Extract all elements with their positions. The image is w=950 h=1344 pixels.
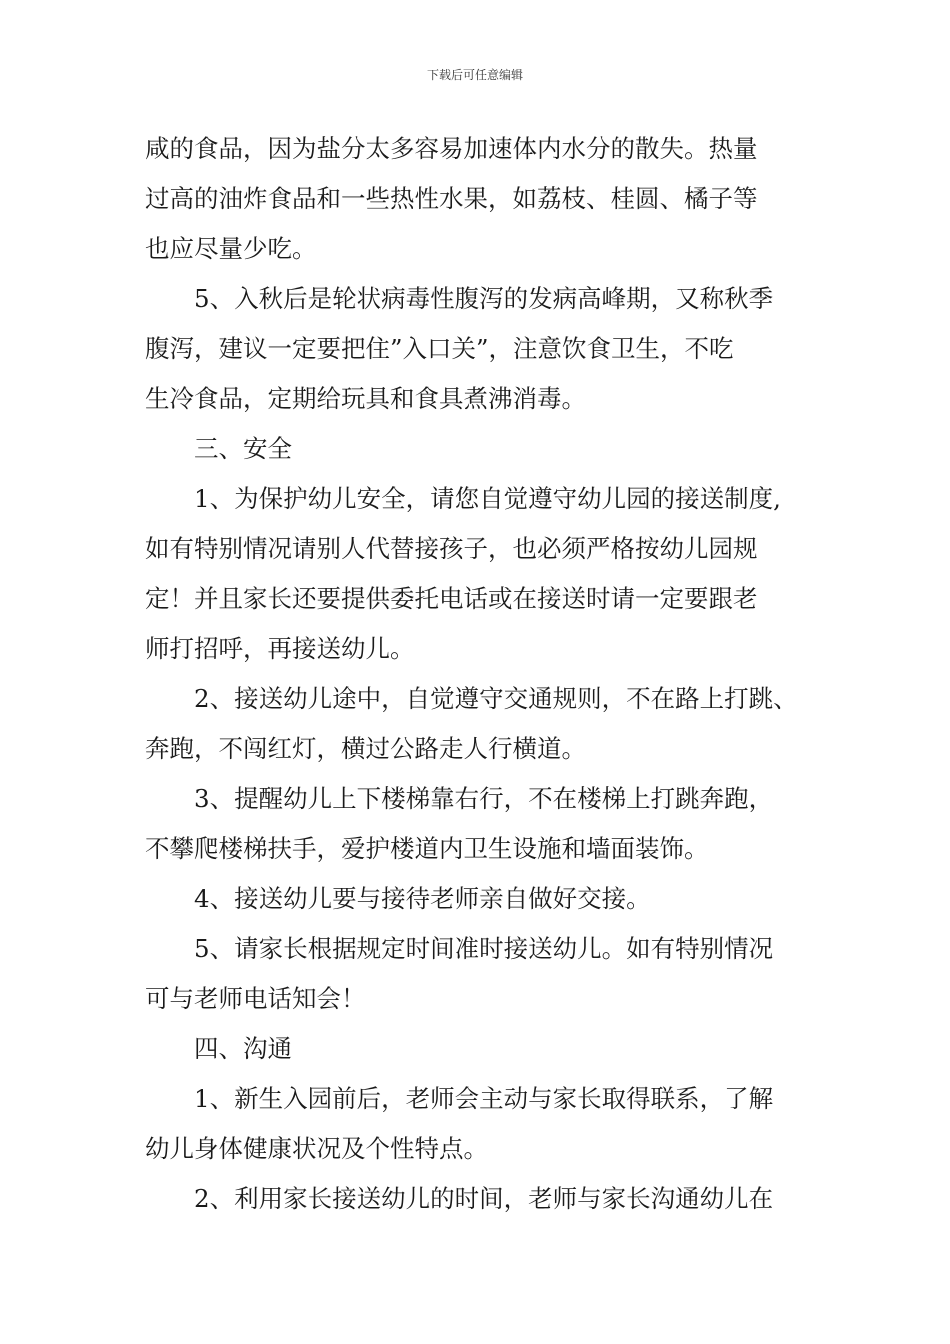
text-line: 腹泻，建议一定要把住”入口关”，注意饮食卫生，不吃: [145, 334, 734, 363]
text-line: 3、提醒幼儿上下楼梯靠右行，不在楼梯上打跳奔跑，: [194, 784, 774, 813]
text-line: 咸的食品，因为盐分太多容易加速体内水分的散失。热量: [145, 134, 758, 163]
text-line: 可与老师电话知会！: [145, 984, 366, 1013]
text-line: 师打招呼，再接送幼儿。: [145, 634, 415, 663]
text-line: 过高的油炸食品和一些热性水果，如荔枝、桂圆、橘子等: [145, 184, 758, 213]
text-line: 2、利用家长接送幼儿的时间，老师与家长沟通幼儿在: [194, 1184, 774, 1213]
text-line: 4、接送幼儿要与接待老师亲自做好交接。: [194, 884, 651, 913]
text-line: 不攀爬楼梯扶手，爱护楼道内卫生设施和墙面装饰。: [145, 834, 709, 863]
page-header-note: 下载后可任意编辑: [426, 68, 523, 82]
text-line: 生冷食品，定期给玩具和食具煮沸消毒。: [145, 384, 586, 413]
text-line: 1、新生入园前后，老师会主动与家长取得联系，了解: [194, 1084, 774, 1113]
text-line: 5、请家长根据规定时间准时接送幼儿。如有特别情况: [194, 934, 774, 963]
text-line: 也应尽量少吃。: [145, 234, 317, 263]
section-heading: 三、安全: [194, 434, 292, 463]
text-line: 2、接送幼儿途中，自觉遵守交通规则，不在路上打跳、: [194, 684, 798, 713]
text-line: 奔跑，不闯红灯，横过公路走人行横道。: [145, 734, 586, 763]
text-line: 如有特别情况请别人代替接孩子，也必须严格按幼儿园规: [145, 534, 758, 563]
text-line: 定！并且家长还要提供委托电话或在接送时请一定要跟老: [145, 584, 758, 613]
section-heading: 四、沟通: [194, 1034, 292, 1063]
text-line: 5、入秋后是轮状病毒性腹泻的发病高峰期，又称秋季: [194, 284, 774, 313]
text-line: 1、为保护幼儿安全，请您自觉遵守幼儿园的接送制度,: [194, 484, 781, 513]
text-line: 幼儿身体健康状况及个性特点。: [145, 1134, 488, 1163]
document-body: [145, 124, 810, 1224]
